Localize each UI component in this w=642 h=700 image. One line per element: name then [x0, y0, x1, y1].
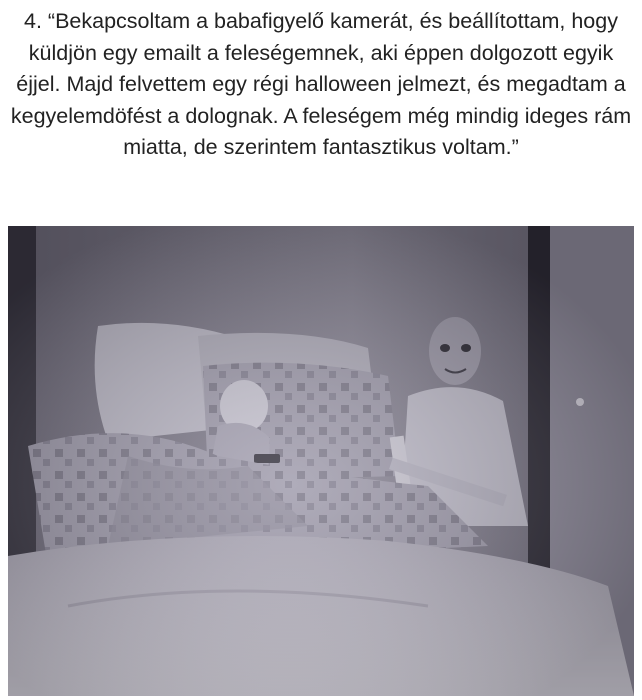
caption-text: 4. “Bekapcsoltam a babafigyelő kamerát, és beállítottam, hogy küldjön egy emailt a feleségemnek, aki éppen dolgozott egyik éjjel. Majd felvettem egy régi halloween jelmezt, és megadtam a kegyelemdöfést a dolognak. A feleségem még mindig ideges rám miatta, de szerintem fantasztikus voltam.” — [10, 9, 632, 159]
photo-illustration — [8, 226, 634, 696]
vignette — [8, 226, 634, 696]
night-vision-photo — [8, 226, 634, 696]
